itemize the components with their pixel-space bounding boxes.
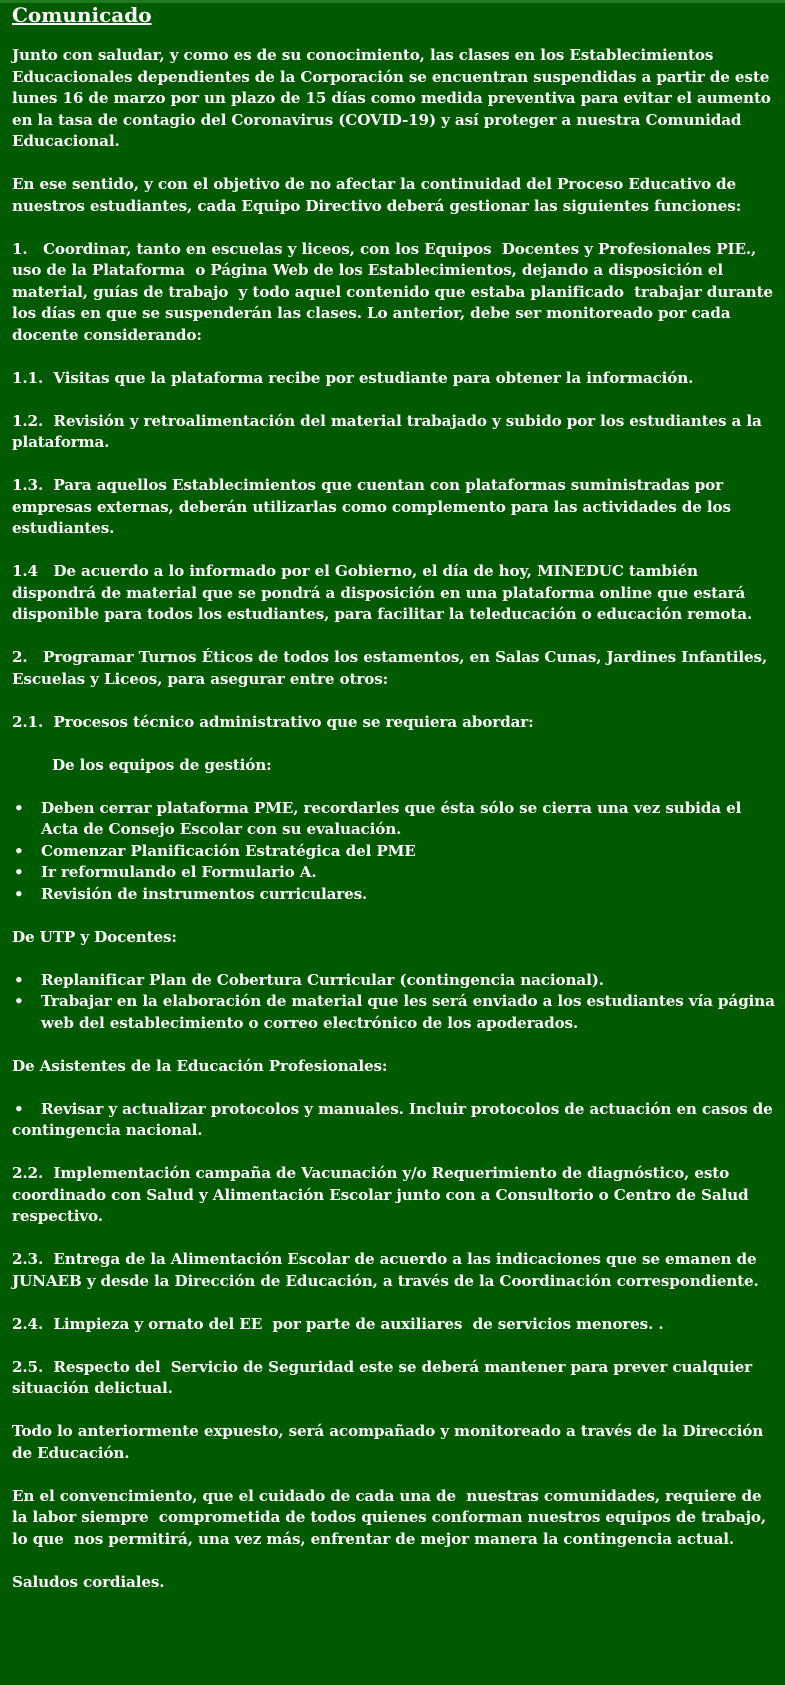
- bullet-text: Revisión de instrumentos curriculares.: [41, 884, 368, 903]
- utp-bullet-list: [12, 970, 780, 1035]
- bullet-icon: •: [14, 863, 24, 881]
- list-item: [12, 798, 775, 841]
- intro-paragraph: Junto con saludar, y como es de su conocimiento, las clases en los Establecimientos Educacionales dependientes de la Corporación se encuentran suspendidas a partir de este lunes 16 de marzo por un plazo de 15 días como medida preventiva para evitar el aumento en la tasa de contagio del Coronavirus (COVID-19) y así proteger a nuestra Comunidad Educacional.: [12, 46, 776, 150]
- bullet-icon: •: [14, 798, 24, 817]
- utp-heading: De UTP y Docentes:: [12, 927, 177, 946]
- item-2-3-paragraph: 2.3. Entrega de la Alimentación Escolar de acuerdo a las indicaciones que se emanen de JUNAEB y desde la Dirección de Educación, a través de la Coordinación correspondiente.: [12, 1250, 762, 1290]
- item-1-2-paragraph: 1.2. Revisión y retroalimentación del material trabajado y subido por los estudiantes a la plataforma.: [12, 411, 767, 451]
- closing-greeting: Saludos cordiales.: [12, 1572, 165, 1591]
- item-2-4-paragraph: 2.4. Limpieza y ornato del EE por parte de auxiliares de servicios menores. .: [12, 1314, 664, 1333]
- list-item: [12, 970, 775, 992]
- bullet-icon: •: [14, 884, 24, 903]
- item-1-4-paragraph: 1.4 De acuerdo a lo informado por el Gobierno, el día de hoy, MINEDUC también dispondrá de material que se pondrá a disposición en una plataforma online que estará disponible para todos los estudiantes, para facilitar la teleducación o educación remota.: [12, 562, 753, 623]
- monitoring-paragraph: Todo lo anteriormente expuesto, será acompañado y monitoreado a través de la Dirección de Educación.: [12, 1422, 769, 1462]
- item-2-2-paragraph: 2.2. Implementación campaña de Vacunación y/o Requerimiento de diagnóstico, esto coordinado con Salud y Alimentación Escolar junto con a Consultorio o Centro de Salud respectivo.: [12, 1164, 754, 1225]
- list-item: [12, 991, 780, 1034]
- item-1-3-paragraph: 1.3. Para aquellos Establecimientos que cuentan con plataformas suministradas por empresas externas, deberán utilizarlas como complemento para las actividades de los estudiantes.: [12, 476, 737, 537]
- gestion-heading: De los equipos de gestión:: [52, 755, 272, 774]
- list-item: • Revisar y actualizar protocolos y manuales. Incluir protocolos de actuación en casos de contingencia nacional.: [12, 1099, 778, 1139]
- bullet-text: Replanificar Plan de Cobertura Curricular (contingencia nacional).: [41, 970, 604, 989]
- bullet-icon: •: [14, 992, 24, 1010]
- bullet-icon: •: [14, 841, 24, 860]
- list-item: [12, 884, 775, 906]
- bullet-text: Ir reformulando el Formulario A.: [41, 863, 317, 881]
- item-2-paragraph: 2. Programar Turnos Éticos de todos los estamentos, en Salas Cunas, Jardines Infantiles, Escuelas y Liceos, para asegurar entre otros:: [12, 648, 773, 688]
- functions-intro-paragraph: En ese sentido, y con el objetivo de no afectar la continuidad del Proceso Educativo de nuestros estudiantes, cada Equipo Directivo deberá gestionar las siguientes funciones:: [12, 175, 742, 215]
- list-item: [12, 841, 775, 863]
- bullet-text: Deben cerrar plataforma PME, recordarles que ésta sólo se cierra una vez subida el Acta de Consejo Escolar con su evaluación.: [41, 798, 747, 838]
- bullet-icon: •: [14, 970, 24, 989]
- document-title: Comunicado: [12, 3, 152, 27]
- item-1-paragraph: 1. Coordinar, tanto en escuelas y liceos, con los Equipos Docentes y Profesionales PIE., uso de la Plataforma o Página Web de los Establecimientos, dejando a disposición el material, guías de trabajo y todo aquel contenido que estaba planificado trabajar durante los días en que se suspenderán las clases. Lo anterior, debe ser monitoreado por cada docente considerando:: [12, 239, 779, 344]
- bullet-text: Revisar y actualizar protocolos y manuales. Incluir protocolos de actuación en casos de contingencia nacional.: [12, 1099, 778, 1139]
- bullet-text: Trabajar en la elaboración de material que les será enviado a los estudiantes vía página web del establecimiento o correo electrónico de los apoderados.: [41, 992, 780, 1032]
- asistentes-heading: De Asistentes de la Educación Profesionales:: [12, 1056, 388, 1075]
- gestion-bullet-list: [12, 798, 775, 906]
- bullet-text: Comenzar Planificación Estratégica del PME: [41, 841, 416, 860]
- item-1-1-paragraph: 1.1. Visitas que la plataforma recibe por estudiante para obtener la información.: [12, 368, 694, 387]
- list-item: [12, 862, 775, 884]
- item-2-1-paragraph: 2.1. Procesos técnico administrativo que se requiera abordar:: [12, 712, 534, 731]
- conviction-paragraph: En el convencimiento, que el cuidado de cada una de nuestras comunidades, requiere de la labor siempre comprometida de todos quienes conforman nuestros equipos de trabajo, lo que nos permitirá, una vez más, enfrentar de mejor manera la contingencia actual.: [12, 1486, 772, 1548]
- asistentes-bullet-list: [12, 1099, 778, 1142]
- item-2-5-paragraph: 2.5. Respecto del Servicio de Seguridad este se deberá mantener para prever cualquier situación delictual.: [12, 1357, 758, 1397]
